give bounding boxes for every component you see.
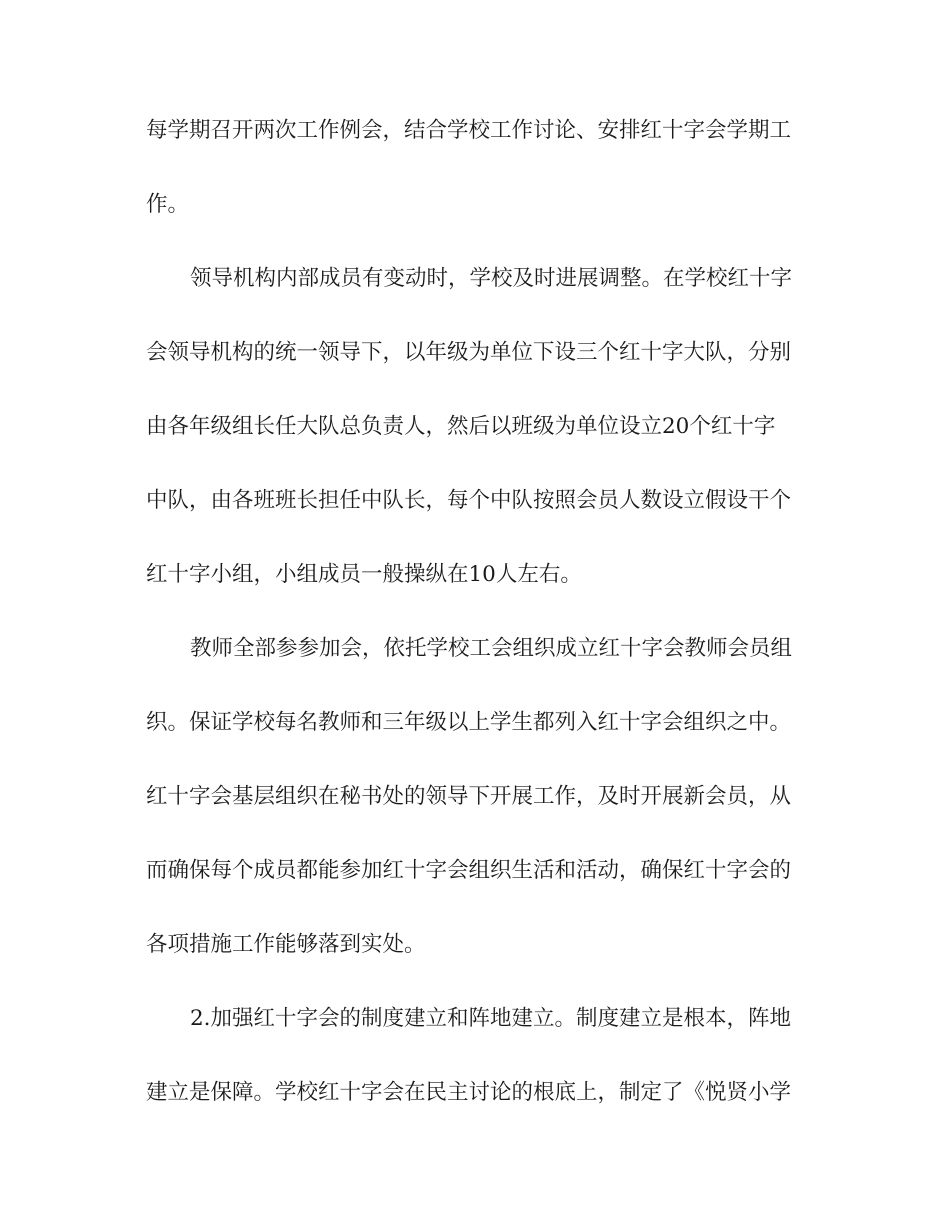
text-line-2: 作。 (146, 192, 190, 217)
text-line-12: 各项措施工作能够落到实处。 (146, 932, 426, 957)
text-line-8: 教师全部参参加会，依托学校工会组织成立红十字会教师会员组 (190, 636, 793, 661)
text-line-5: 由各年级组长任大队总负责人，然后以班级为单位设立20个红十字 (146, 414, 776, 439)
text-line-3: 领导机构内部成员有变动时，学校及时进展调整。在学校红十字 (190, 266, 793, 291)
text-line-6: 中队，由各班班长担任中队长，每个中队按照会员人数设立假设干个 (146, 488, 792, 513)
text-line-11: 而确保每个成员都能参加红十字会组织生活和活动，确保红十字会的 (146, 858, 792, 883)
text-line-1: 每学期召开两次工作例会，结合学校工作讨论、安排红十字会学期工 (146, 118, 792, 143)
text-line-4: 会领导机构的统一领导下，以年级为单位下设三个红十字大队，分别 (146, 340, 792, 365)
text-line-9: 织。保证学校每名教师和三年级以上学生都列入红十字会组织之中。 (146, 710, 792, 735)
text-line-14: 建立是保障。学校红十字会在民主讨论的根底上，制定了《悦贤小学 (146, 1080, 792, 1105)
text-line-7: 红十字小组，小组成员一般操纵在10人左右。 (146, 562, 582, 587)
text-line-13: 2.加强红十字会的制度建立和阵地建立。制度建立是根本，阵地 (190, 1006, 792, 1031)
text-line-10: 红十字会基层组织在秘书处的领导下开展工作，及时开展新会员，从 (146, 784, 792, 809)
